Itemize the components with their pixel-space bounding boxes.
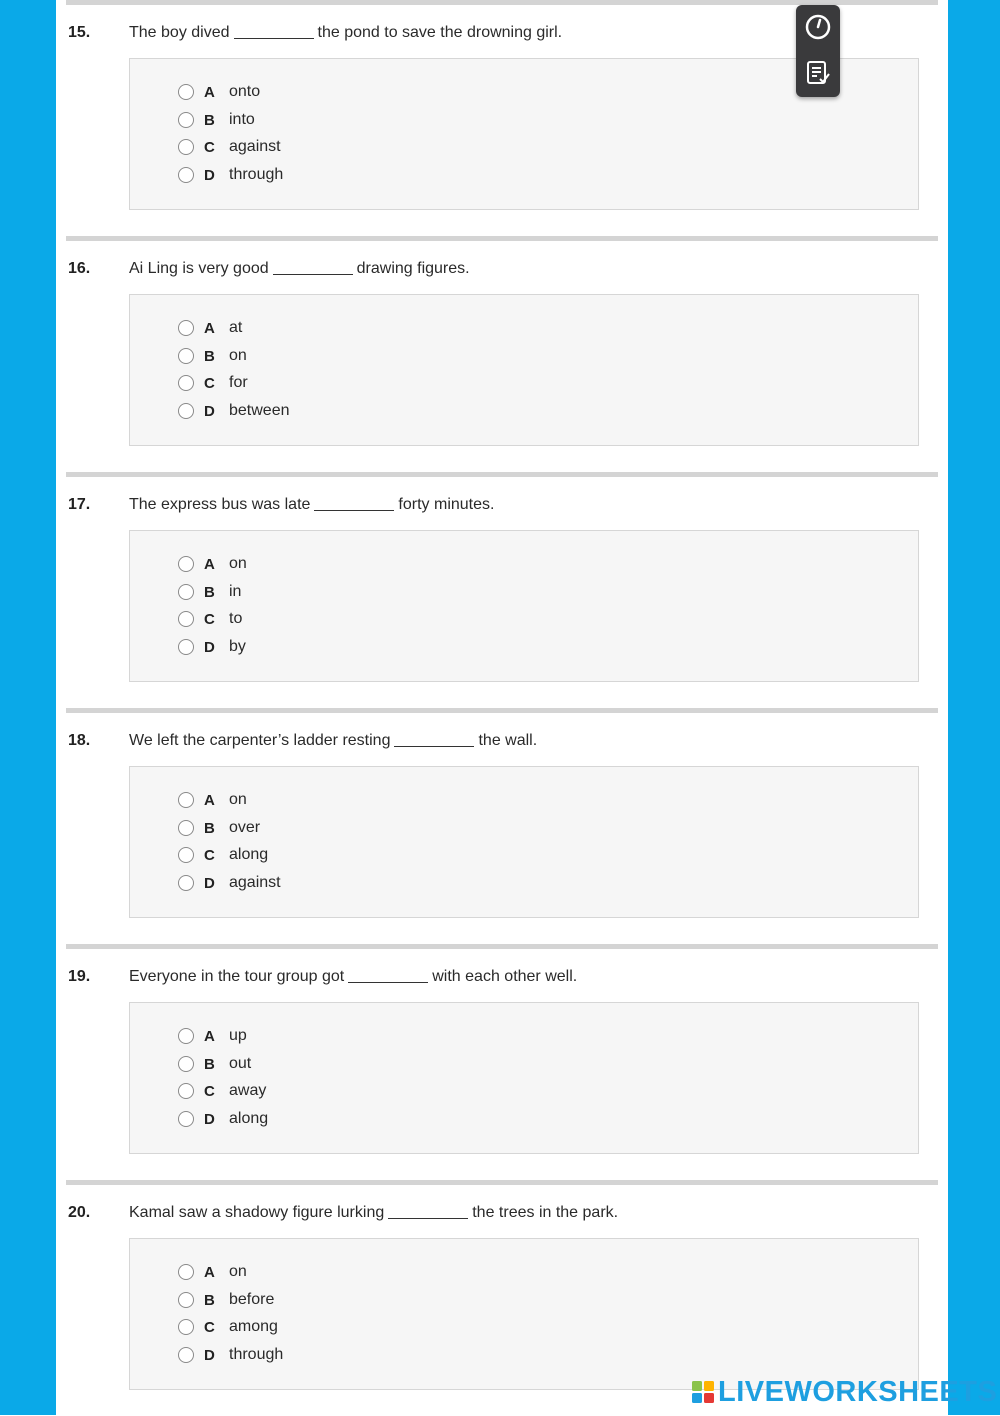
radio-button[interactable] [178,639,194,655]
radio-button[interactable] [178,348,194,364]
question-text [129,1204,618,1222]
question-text-before: We left the carpenter’s ladder resting [129,732,391,749]
question-text-after: the pond to save the drowning girl. [317,24,563,41]
option-text: up [229,1027,247,1044]
answer-blank [348,981,428,983]
question-text-after: the wall. [478,732,538,749]
finish-checklist-button[interactable] [800,55,836,91]
question-text [129,260,470,278]
radio-button[interactable] [178,792,194,808]
radio-button[interactable] [178,875,194,891]
option-letter: C [204,610,215,628]
options-box [129,1238,919,1390]
radio-button[interactable] [178,847,194,863]
answer-blank [314,509,394,511]
options-box [129,294,919,446]
option-text: for [229,374,248,391]
question-text-before: The express bus was late [129,496,311,513]
option-letter: A [204,83,215,101]
option-letter: C [204,138,215,156]
radio-button[interactable] [178,320,194,336]
option-text: to [229,610,243,627]
question-17 [56,472,948,708]
question-text-after: the trees in the park. [472,1204,619,1221]
answer-blank [394,745,474,747]
option-d[interactable] [178,401,290,421]
option-text: on [229,347,247,364]
option-text: away [229,1082,267,1099]
options-box [129,1002,919,1154]
option-letter: A [204,1027,215,1045]
option-a[interactable] [178,82,260,102]
option-text: along [229,846,269,863]
option-b[interactable] [178,582,241,602]
option-letter: B [204,1291,215,1309]
question-number: 16. [68,260,91,277]
radio-button[interactable] [178,1111,194,1127]
radio-button[interactable] [178,167,194,183]
liveworksheets-logo [692,1374,997,1410]
options-box [129,766,919,918]
option-b[interactable] [178,818,260,838]
question-number: 15. [68,24,91,41]
answer-blank [388,1217,468,1219]
radio-button[interactable] [178,1028,194,1044]
option-letter: D [204,1346,215,1364]
option-letter: B [204,347,215,365]
question-text-after: forty minutes. [398,496,495,513]
option-text: on [229,791,247,808]
option-letter: B [204,1055,215,1073]
radio-button[interactable] [178,820,194,836]
option-text: against [229,138,281,155]
radio-button[interactable] [178,1083,194,1099]
option-a[interactable] [178,790,247,810]
option-text: by [229,638,246,655]
option-text: on [229,1263,247,1280]
option-letter: C [204,374,215,392]
question-text-before: The boy dived [129,24,230,41]
option-b[interactable] [178,1054,251,1074]
option-letter: C [204,846,215,864]
radio-button[interactable] [178,1319,194,1335]
option-letter: A [204,319,215,337]
option-c[interactable] [178,1317,278,1337]
radio-button[interactable] [178,112,194,128]
timer-button[interactable] [800,9,836,45]
option-letter: A [204,1263,215,1281]
liveworksheets-logo-icon [692,1381,714,1403]
radio-button[interactable] [178,611,194,627]
option-letter: D [204,874,215,892]
option-text: at [229,319,243,336]
option-letter: B [204,111,215,129]
brand-name: LIVEWORKSHEETS [718,1375,998,1408]
option-d[interactable] [178,637,246,657]
checklist-icon [804,59,832,87]
radio-button[interactable] [178,403,194,419]
radio-button[interactable] [178,1292,194,1308]
option-d[interactable] [178,1109,268,1129]
option-letter: D [204,166,215,184]
question-text [129,732,537,750]
option-text: before [229,1291,275,1308]
question-number: 17. [68,496,91,513]
timer-icon [804,13,832,41]
question-text-before: Everyone in the tour group got [129,968,345,985]
floating-toolbar [796,5,840,97]
option-letter: D [204,1110,215,1128]
question-number: 18. [68,732,91,749]
option-d[interactable] [178,1345,283,1365]
radio-button[interactable] [178,584,194,600]
option-b[interactable] [178,346,247,366]
question-text [129,496,494,514]
option-text: through [229,1346,284,1363]
question-text-before: Ai Ling is very good [129,260,269,277]
right-frame-border [948,0,1000,1415]
option-a[interactable] [178,1026,247,1046]
question-text-after: with each other well. [432,968,578,985]
option-letter: D [204,638,215,656]
option-letter: D [204,402,215,420]
option-a[interactable] [178,318,242,338]
option-c[interactable] [178,373,248,393]
question-19 [56,944,948,1180]
option-letter: A [204,555,215,573]
question-text [129,24,562,42]
answer-blank [234,37,314,39]
question-18 [56,708,948,944]
left-frame-border [0,0,56,1415]
option-text: out [229,1055,252,1072]
option-text: among [229,1318,278,1335]
option-d[interactable] [178,873,281,893]
radio-button[interactable] [178,375,194,391]
option-b[interactable] [178,1290,274,1310]
radio-button[interactable] [178,1347,194,1363]
option-text: onto [229,83,261,100]
question-text-before: Kamal saw a shadowy figure lurking [129,1204,385,1221]
option-letter: A [204,791,215,809]
radio-button[interactable] [178,1056,194,1072]
options-box [129,530,919,682]
question-number: 20. [68,1204,91,1221]
option-text: along [229,1110,269,1127]
question-16 [56,236,948,472]
option-letter: B [204,583,215,601]
option-a[interactable] [178,1262,247,1282]
option-b[interactable] [178,110,255,130]
option-letter: C [204,1318,215,1336]
option-c[interactable] [178,1081,266,1101]
option-text: through [229,166,284,183]
option-text: into [229,111,255,128]
radio-button[interactable] [178,139,194,155]
answer-blank [273,273,353,275]
option-a[interactable] [178,554,247,574]
option-text: against [229,874,281,891]
option-text: in [229,583,242,600]
option-c[interactable] [178,609,242,629]
option-d[interactable] [178,165,283,185]
question-text [129,968,577,986]
option-text: on [229,555,247,572]
radio-button[interactable] [178,84,194,100]
option-text: between [229,402,290,419]
question-text-after: drawing figures. [356,260,470,277]
question-number: 19. [68,968,91,985]
option-letter: B [204,819,215,837]
radio-button[interactable] [178,1264,194,1280]
option-c[interactable] [178,137,281,157]
option-c[interactable] [178,845,268,865]
option-text: over [229,819,261,836]
radio-button[interactable] [178,556,194,572]
worksheet-page [56,0,948,1415]
option-letter: C [204,1082,215,1100]
